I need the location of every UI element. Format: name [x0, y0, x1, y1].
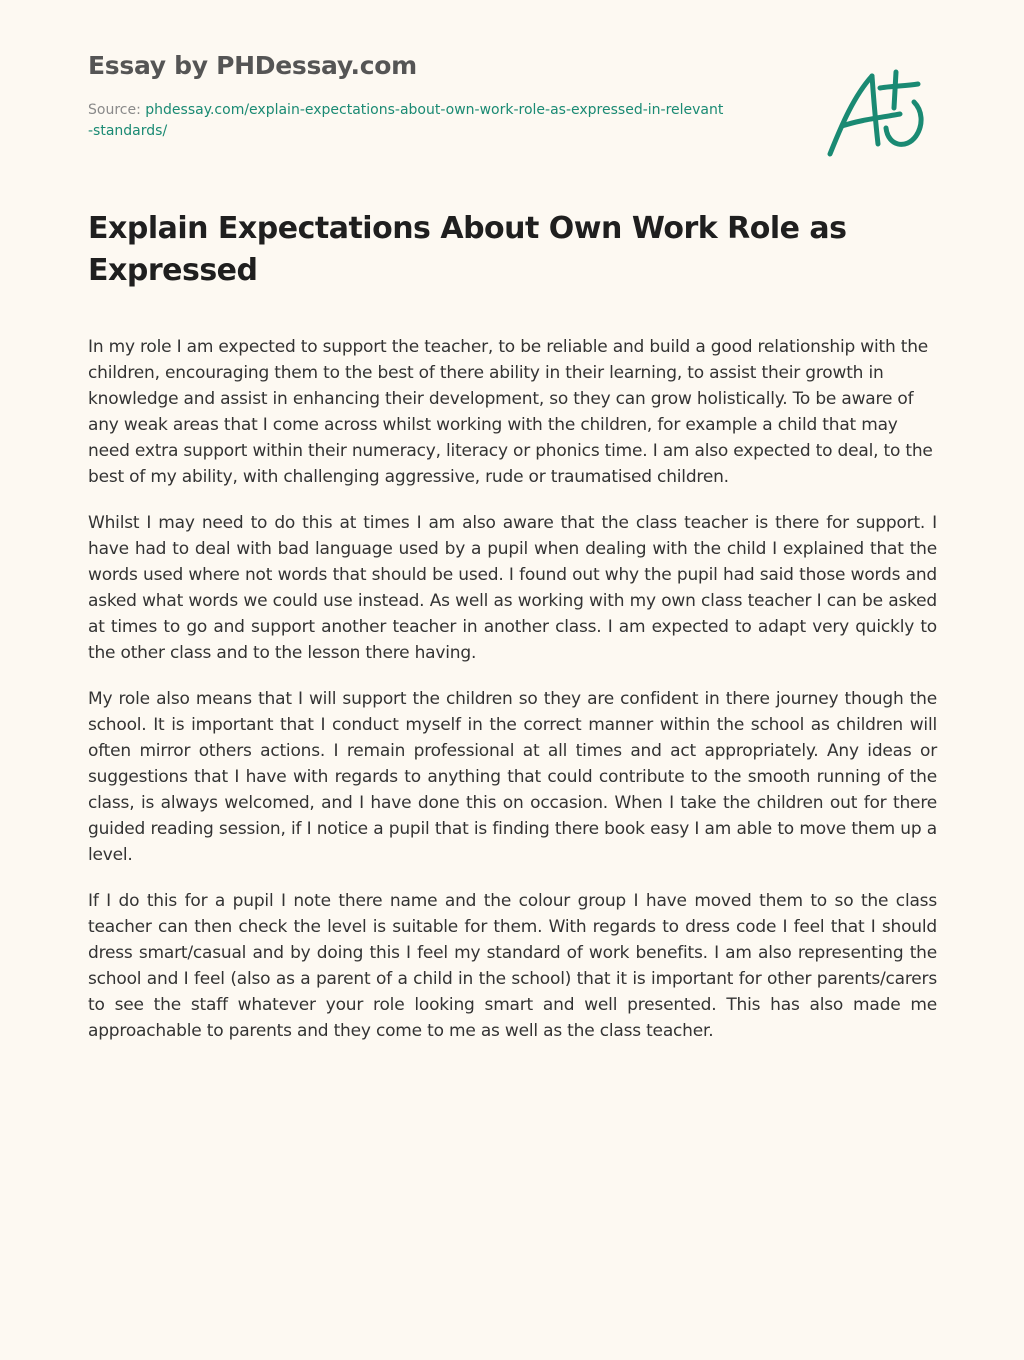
source-label: Source:: [88, 102, 146, 118]
page-header: [88, 48, 748, 142]
essay-paragraph-3: My role also means that I will support the children so they are confident in there journey though the school. It is important that I conduct myself in the correct manner within the school as children will often mirror others actions. I remain professional at all times and act appropriately. Any ideas or suggestions that I have with regards to anything that could contribute to the smooth running of the class, is always welcomed, and I have done this on occasion. When I take the children out for there guided reading session, if I notice a pupil that is finding there book easy I am able to move them up a level.: [88, 689, 937, 865]
essay-paragraph-1: In my role I am expected to support the teacher, to be reliable and build a good relationship with the children, encouraging them to the best of there ability in their learning, to assist their growth in knowledge and assist in enhancing their development, so they can grow holistically. To be aware of any weak areas that I come across whilst working with the children, for example a child that may need extra support within their numeracy, literacy or phonics time. I am also expected to deal, to the best of my ability, with challenging aggressive, rude or traumatised children.: [88, 337, 933, 487]
source-link[interactable]: phdessay.com/explain-expectations-about-own-work-role-as-expressed-in-relevant-standards/: [88, 102, 724, 139]
essay-paragraph-4: If I do this for a pupil I note there name and the colour group I have moved them to so the class teacher can then check the level is suitable for them. With regards to dress code I feel that I should dress smart/casual and by doing this I feel my standard of work benefits. I am also representing the school and I feel (also as a parent of a child in the school) that it is important for other parents/carers to see the staff whatever your role looking smart and well presented. This has also made me approachable to parents and they come to me as well as the class teacher.: [88, 891, 937, 1041]
essay-body: [88, 334, 937, 1064]
essay-title: Explain Expectations About Own Work Role as Expressed: [88, 211, 847, 288]
a-plus-logo-icon: [820, 64, 930, 160]
essay-paragraph-2: Whilst I may need to do this at times I am also aware that the class teacher is there for support. I have had to deal with bad language used by a pupil when dealing with the child I explained that the words used where not words that should be used. I found out why the pupil had said those words and asked what words we could use instead. As well as working with my own class teacher I can be asked at times to go and support another teacher in another class. I am expected to adapt very quickly to the other class and to the lesson there having.: [88, 513, 937, 663]
source-line: [88, 100, 728, 142]
site-brand: Essay by PHDessay.com: [88, 51, 417, 80]
